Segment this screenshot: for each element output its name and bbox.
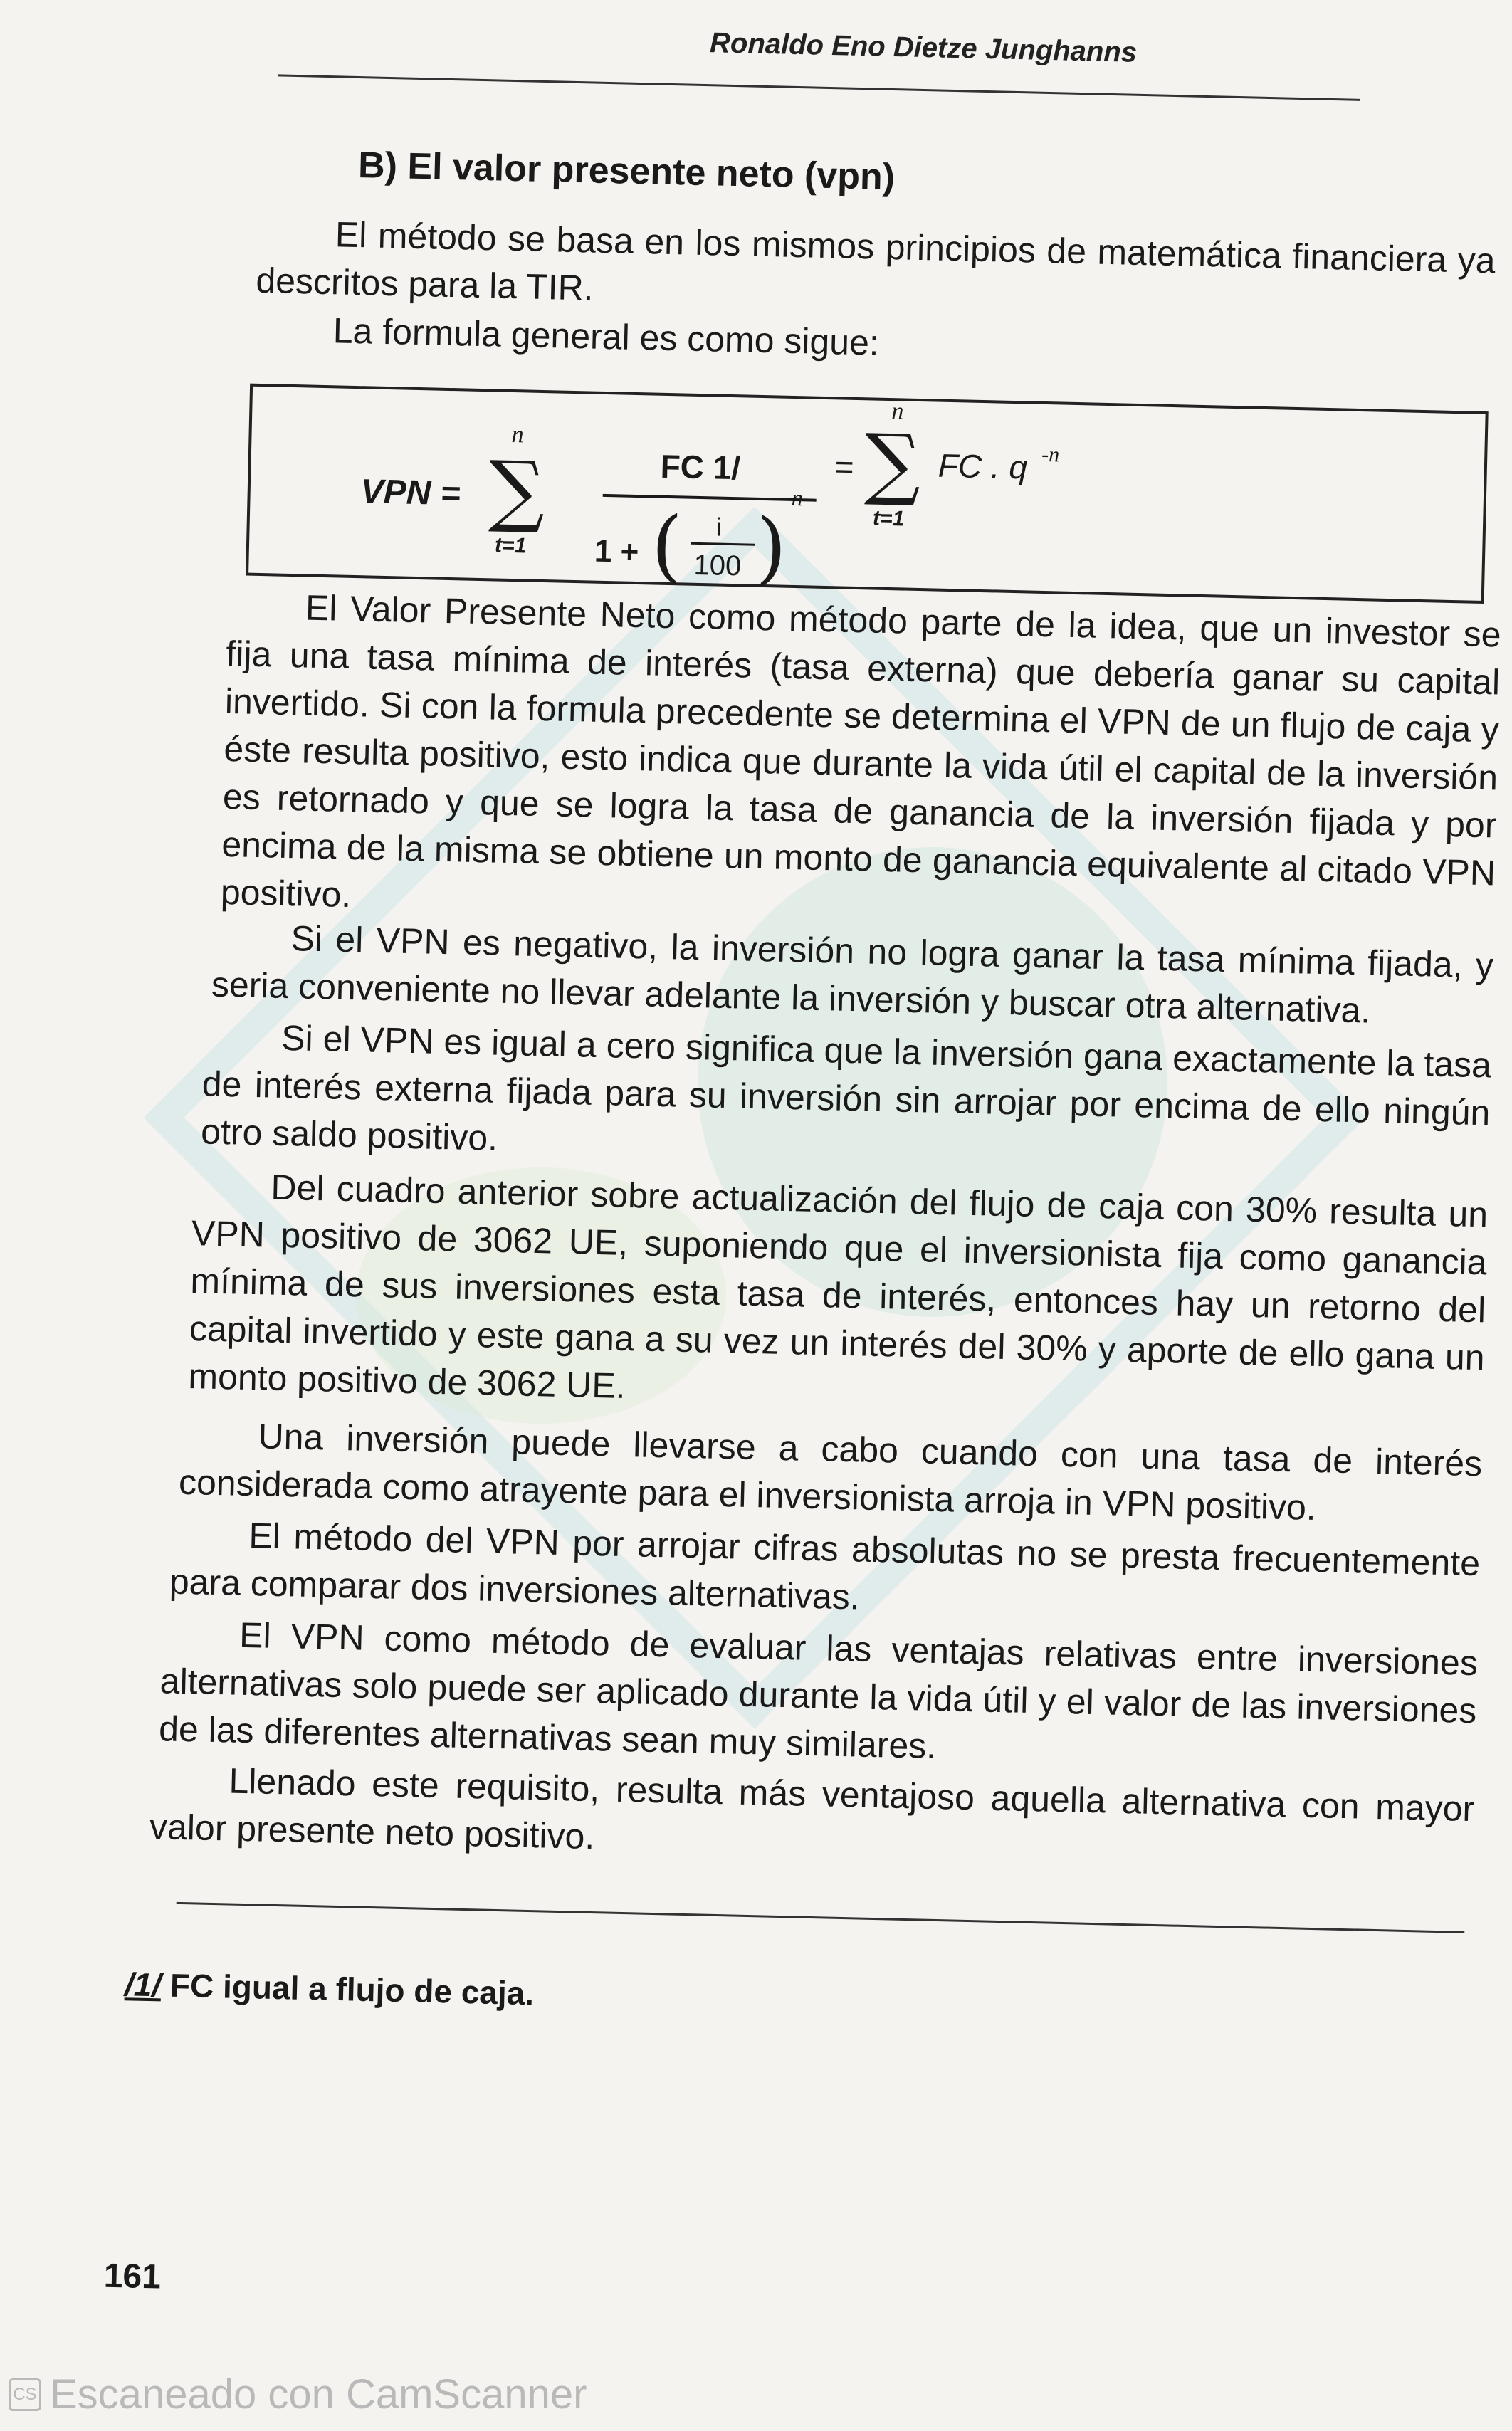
formula-lhs: VPN = [360,473,461,513]
footnote-mark: /1/ [124,1965,162,2004]
close-paren: ) [755,501,788,594]
intro-paragraph: El método se basa en los mismos principios de matemática financiera ya descritos para la TIR. [255,214,1496,308]
camscanner-icon: CS [9,2378,41,2411]
inner-fraction-bottom: 100 [693,549,742,582]
header-rule [278,74,1360,100]
fraction-numerator: FC 1/ [660,447,741,487]
paragraph-3: Si el VPN es igual a cero significa que la inversión gana exactamente la tasa de interés externa fijada para su inversión sin arrojar por encima de ello ningún otro saldo positivo. [200,1017,1492,1158]
running-header-author: Ronaldo Eno Dietze Junghanns [709,27,1138,68]
open-paren: ( [650,499,683,592]
scanner-text: Escaneado con CamScanner [50,2371,587,2417]
footnote-text: FC igual a flujo de caja. [169,1966,535,2012]
paragraph-2: Si el VPN es negativo, la inversión no logra ganar la tasa mínima fijada, y seria conveniente no llevar adelante la inversión y buscar otra alternativa. [211,918,1494,1031]
footnote [124,1965,534,2012]
sum-lower-left: t=1 [494,533,527,558]
inner-fraction-bar [691,542,755,546]
footnote-rule [177,1902,1465,1933]
rhs-exponent: -n [1041,442,1060,467]
denominator-one: 1 + [594,533,639,570]
sum-lower-right: t=1 [872,506,905,531]
formula-intro: La formula general es como sigue: [332,310,880,363]
fraction-bar [603,494,817,502]
paragraph-5: Una inversión puede llevarse a cabo cuando con una tasa de interés considerada como atrayente para el inversionista arroja in VPN positivo. [178,1416,1483,1528]
formula-box [246,384,1489,604]
formula-rhs: FC . q [938,446,1028,486]
sum-upper-left: n [511,421,525,448]
sum-symbol-right: ∑ [863,416,922,510]
vpn-formula [248,387,1491,607]
paragraph-6: El método del VPN por arrojar cifras absolutas no se presta frecuentemente para comparar dos inversiones alternativas. [169,1516,1481,1617]
paragraph-8: Llenado este requisito, resulta más ventajoso aquella alternativa con mayor valor presente neto positivo. [149,1760,1475,1857]
sum-symbol-left: ∑ [488,443,546,537]
section-title: B) El valor presente neto (vpn) [357,144,896,199]
inner-fraction-top: i [715,512,723,542]
formula-equals: = [834,448,855,485]
paragraph-7: El VPN como método de evaluar las ventajas relativas entre inversiones alternativas solo puede ser aplicado durante la vida útil y el valor de las inversiones de las diferentes alternativas sean muy similares. [158,1614,1479,1766]
sum-upper-right: n [891,398,904,425]
paragraph-4: Del cuadro anterior sobre actualización del flujo de caja con 30% resulta un VPN positivo de 3062 UE, suponiendo que el inversionista fija como ganancia mínima de sus inversiones esta tasa de interés, entonces hay un retorno del capital invertido y este gana a su vez un interés del 30% y aporte de ello gana un monto positivo de 3062 UE. [187,1167,1489,1406]
page-number: 161 [103,2257,162,2296]
scanner-watermark [9,2370,587,2418]
denominator-exponent: n [791,484,804,511]
paragraph-1: El Valor Presente Neto como método parte de la idea, que un investor se fija una tasa mínima de interés (tasa externa) que debería ganar su capital invertido. Si con la formula precedente se determina el VPN de un flujo de caja y éste resulta positivo, esto indica que durante la vida útil el capital de la inversión es retornado y que se logra la tasa de ganancia de la inversión fijada y por encima de la misma se obtiene un monto de ganancia equivalente al citado VPN positivo. [220,587,1502,915]
